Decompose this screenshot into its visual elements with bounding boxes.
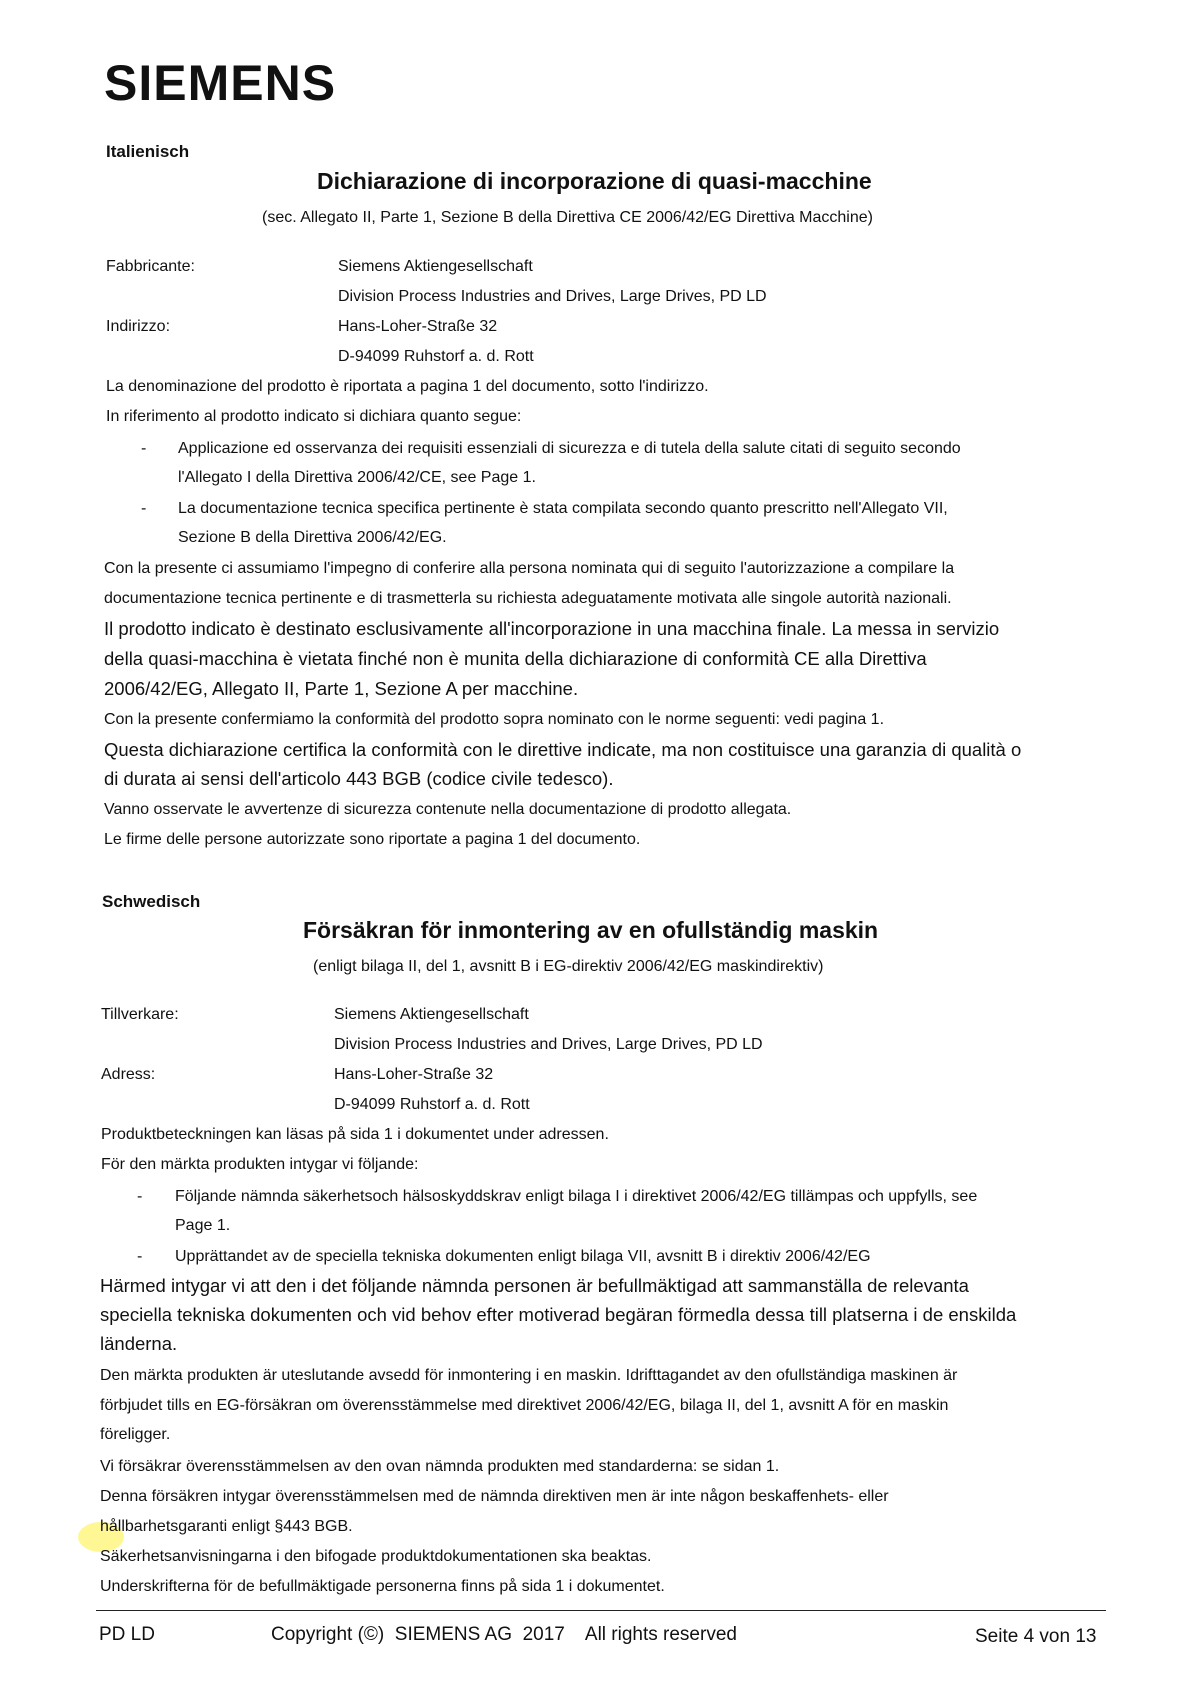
footer-page-number: Seite 4 von 13	[975, 1626, 1097, 1647]
paragraph: Le firme delle persone autorizzate sono riportate a pagina 1 del documento.	[104, 831, 641, 848]
paragraph: della quasi-macchina è vietata finché non è munita della dichiarazione di conformità CE alla Direttiva	[104, 648, 927, 669]
bullet-dash: -	[137, 1188, 143, 1205]
paragraph: föreligger.	[100, 1426, 171, 1443]
bullet-dash: -	[137, 1248, 143, 1265]
paragraph: La denominazione del prodotto è riportata a pagina 1 del documento, sotto l'indirizzo.	[106, 378, 709, 395]
section-subtitle-italian: (sec. Allegato II, Parte 1, Sezione B della Direttiva CE 2006/42/EG Direttiva Macchine)	[262, 209, 873, 226]
paragraph: Con la presente ci assumiamo l'impegno di conferire alla persona nominata qui di seguito l'autorizzazione a compilare la	[104, 560, 955, 577]
section-title-italian: Dichiarazione di incorporazione di quasi-macchine	[317, 168, 872, 194]
manufacturer-line: Division Process Industries and Drives, Large Drives, PD LD	[334, 1036, 763, 1053]
paragraph: Produktbeteckningen kan läsas på sida 1 i dokumentet under adressen.	[101, 1126, 609, 1143]
bullet-text: Applicazione ed osservanza dei requisiti essenziali di sicurezza e di tutela della salute citati di seguito secondo	[178, 440, 961, 457]
bullet-text: Page 1.	[175, 1217, 231, 1234]
paragraph: documentazione tecnica pertinente e di trasmetterla su richiesta adeguatamente motivata alle singole autorità nazionali.	[104, 590, 952, 607]
paragraph: Questa dichiarazione certifica la conformità con le direttive indicate, ma non costituisce una garanzia di qualità o	[104, 739, 1022, 760]
bullet-text: Följande nämnda säkerhetsoch hälsoskyddskrav enligt bilaga I i direktivet 2006/42/EG tillämpas och uppfylls, see	[175, 1188, 978, 1205]
paragraph: För den märkta produkten intygar vi följande:	[101, 1156, 419, 1173]
bullet-dash: -	[141, 500, 147, 517]
manufacturer-line: Siemens Aktiengesellschaft	[334, 1006, 529, 1023]
paragraph: speciella tekniska dokumenten och vid behov efter motiverad begäran förmedla dessa till platserna i de enskilda	[100, 1304, 1017, 1325]
manufacturer-label: Tillverkare:	[101, 1006, 179, 1023]
bullet-text: l'Allegato I della Direttiva 2006/42/CE, see Page 1.	[178, 469, 536, 486]
bullet-text: Sezione B della Direttiva 2006/42/EG.	[178, 529, 447, 546]
paragraph: Il prodotto indicato è destinato esclusivamente all'incorporazione in una macchina finale. La messa in servizio	[104, 618, 1000, 639]
paragraph: Con la presente confermiamo la conformità del prodotto sopra nominato con le norme seguenti: vedi pagina 1.	[104, 711, 885, 728]
bullet-text: La documentazione tecnica specifica pertinente è stata compilata secondo quanto prescritto nell'Allegato VII,	[178, 500, 948, 517]
address-line: Hans-Loher-Straße 32	[338, 318, 498, 335]
footer-divider	[96, 1610, 1106, 1611]
bullet-dash: -	[141, 440, 147, 457]
paragraph: di durata ai sensi dell'articolo 443 BGB (codice civile tedesco).	[104, 768, 614, 789]
address-line: D-94099 Ruhstorf a. d. Rott	[334, 1096, 530, 1113]
paragraph: länderna.	[100, 1333, 178, 1354]
section-language-swedish: Schwedisch	[102, 892, 201, 911]
manufacturer-line: Division Process Industries and Drives, Large Drives, PD LD	[338, 288, 767, 305]
paragraph: Vi försäkrar överensstämmelsen av den ovan nämnda produkten med standarderna: se sidan 1.	[100, 1458, 780, 1475]
paragraph: 2006/42/EG, Allegato II, Parte 1, Sezione A per macchine.	[104, 678, 579, 699]
paragraph: In riferimento al prodotto indicato si dichiara quanto segue:	[106, 408, 522, 425]
paragraph: Säkerhetsanvisningarna i den bifogade produktdokumentationen ska beaktas.	[100, 1548, 652, 1565]
paragraph: förbjudet tills en EG-försäkran om överensstämmelse med direktivet 2006/42/EG, bilaga II, del 1, avsnitt A för en maskin	[100, 1397, 949, 1414]
paragraph: Denna försäkren intygar överensstämmelsen med de nämnda direktiven men är inte någon beskaffenhets- eller	[100, 1488, 889, 1505]
bullet-text: Upprättandet av de speciella tekniska dokumenten enligt bilaga VII, avsnitt B i direktiv 2006/42/EG	[175, 1248, 871, 1265]
paragraph: Härmed intygar vi att den i det följande nämnda personen är befullmäktigad att sammanställa de relevanta	[100, 1275, 969, 1296]
manufacturer-label: Fabbricante:	[106, 258, 195, 275]
section-language-italian: Italienisch	[106, 142, 190, 161]
paragraph: hållbarhetsgaranti enligt §443 BGB.	[100, 1518, 353, 1535]
address-line: D-94099 Ruhstorf a. d. Rott	[338, 348, 534, 365]
address-line: Hans-Loher-Straße 32	[334, 1066, 494, 1083]
footer-department: PD LD	[99, 1624, 155, 1645]
manufacturer-line: Siemens Aktiengesellschaft	[338, 258, 533, 275]
paragraph: Den märkta produkten är uteslutande avsedd för inmontering i en maskin. Idrifttagandet av den ofullständiga maskinen är	[100, 1367, 958, 1384]
address-label: Adress:	[101, 1066, 156, 1083]
paragraph: Vanno osservate le avvertenze di sicurezza contenute nella documentazione di prodotto allegata.	[104, 801, 792, 818]
siemens-logo: SIEMENS	[104, 55, 337, 111]
section-subtitle-swedish: (enligt bilaga II, del 1, avsnitt B i EG-direktiv 2006/42/EG maskindirektiv)	[313, 958, 824, 975]
footer-copyright: Copyright (©) SIEMENS AG 2017 All rights reserved	[271, 1624, 737, 1645]
section-title-swedish: Försäkran för inmontering av en ofullständig maskin	[303, 917, 879, 943]
address-label: Indirizzo:	[106, 318, 171, 335]
paragraph: Underskrifterna för de befullmäktigade personerna finns på sida 1 i dokumentet.	[100, 1578, 665, 1595]
